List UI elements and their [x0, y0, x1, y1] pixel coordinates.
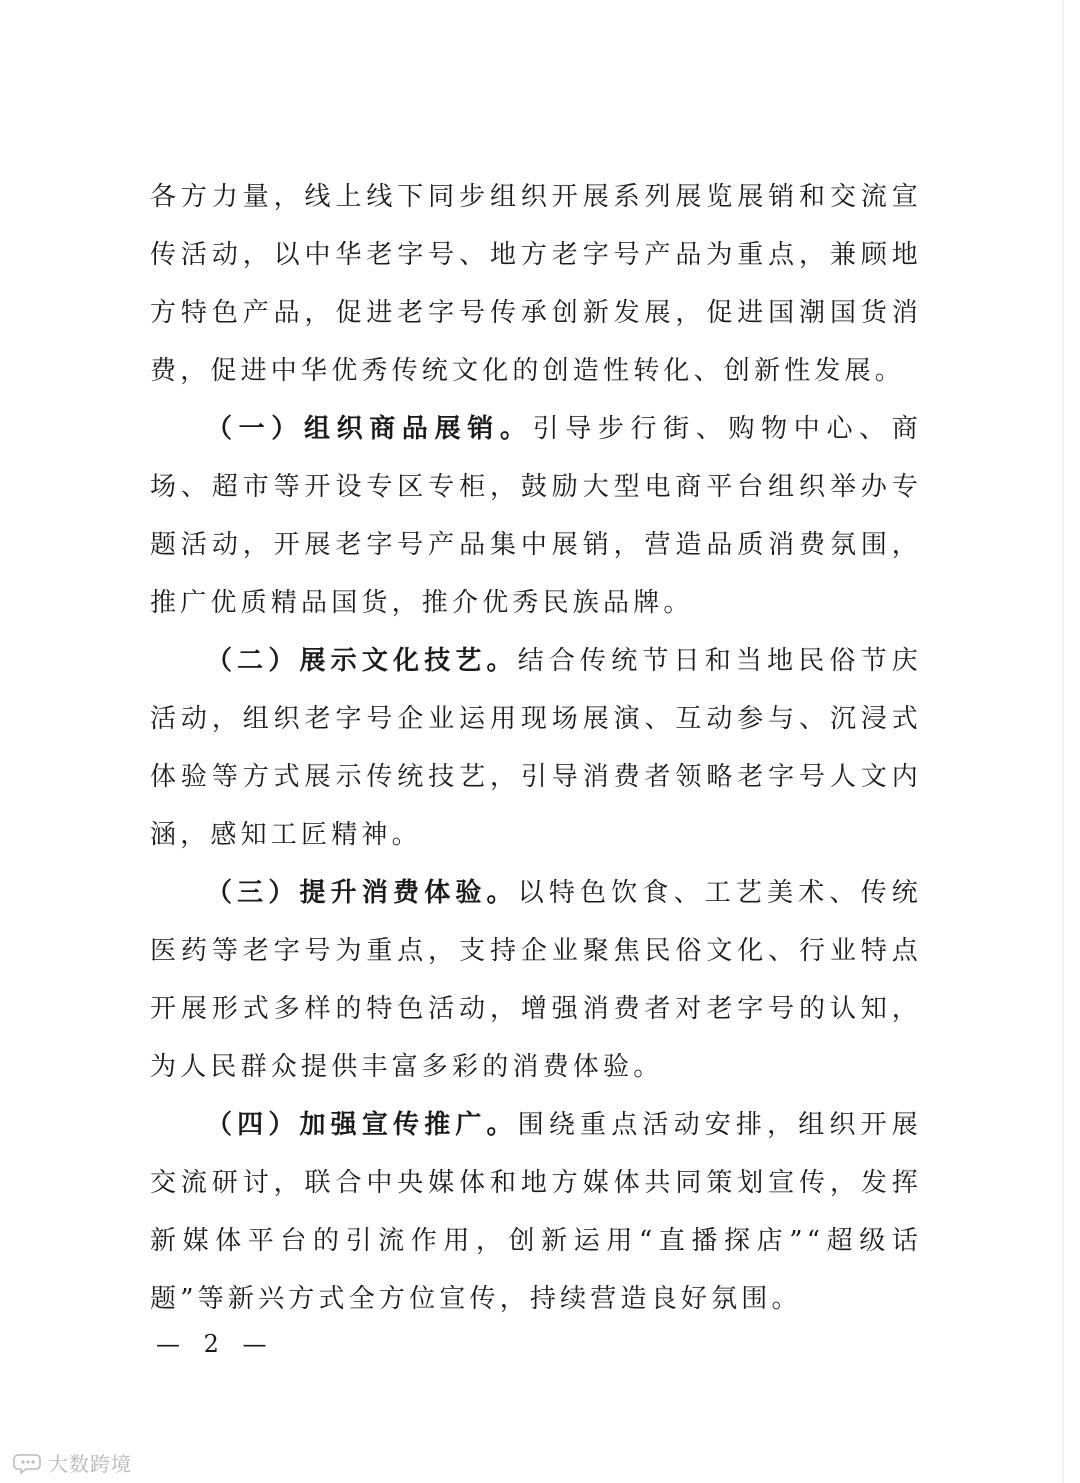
paragraph-section-2	[150, 632, 922, 864]
paragraph-text: 以特色饮食、工艺美术、传统医药等老字号为重点，支持企业聚焦民俗文化、行业特点开展形式多样的特色活动，增强消费者对老字号的认知，为人民群众提供丰富多彩的消费体验。	[150, 878, 922, 1082]
paragraph-intro-continued	[150, 168, 922, 400]
section-heading: （四）加强宣传推广。	[206, 1110, 518, 1140]
paragraph-text: 引导步行街、购物中心、商场、超市等开设专区专柜，鼓励大型电商平台组织举办专题活动，开展老字号产品集中展销，营造品质消费氛围，推广优质精品国货，推介优秀民族品牌。	[150, 414, 922, 618]
paragraph-text: 各方力量，线上线下同步组织开展系列展览展销和交流宣传活动，以中华老字号、地方老字号产品为重点，兼顾地方特色产品，促进老字号传承创新发展，促进国潮国货消费，促进中华优秀传统文化的创造性转化、创新性发展。	[150, 182, 922, 386]
section-heading: （一）组织商品展销。	[206, 414, 533, 444]
paragraph-text: 结合传统节日和当地民俗节庆活动，组织老字号企业运用现场展演、互动参与、沉浸式体验等方式展示传统技艺，引导消费者领略老字号人文内涵，感知工匠精神。	[150, 646, 922, 850]
paragraph-section-3	[150, 864, 922, 1096]
paragraph-section-1	[150, 400, 922, 632]
section-heading: （三）提升消费体验。	[206, 878, 518, 908]
document-body	[150, 168, 922, 1328]
paragraph-section-4	[150, 1096, 922, 1328]
page-number: — 2 —	[156, 1330, 275, 1358]
paragraph-text: 围绕重点活动安排，组织开展交流研讨，联合中央媒体和地方媒体共同策划宣传，发挥新媒体平台的引流作用，创新运用“直播探店”“超级话题”等新兴方式全方位宣传，持续营造良好氛围。	[150, 1110, 922, 1314]
watermark-text: 大数跨境	[48, 1452, 132, 1476]
speech-bubble-logo-icon	[12, 1452, 42, 1474]
section-heading: （二）展示文化技艺。	[206, 646, 518, 676]
page-edge-shadow	[1062, 0, 1064, 1483]
watermark	[12, 1448, 132, 1477]
